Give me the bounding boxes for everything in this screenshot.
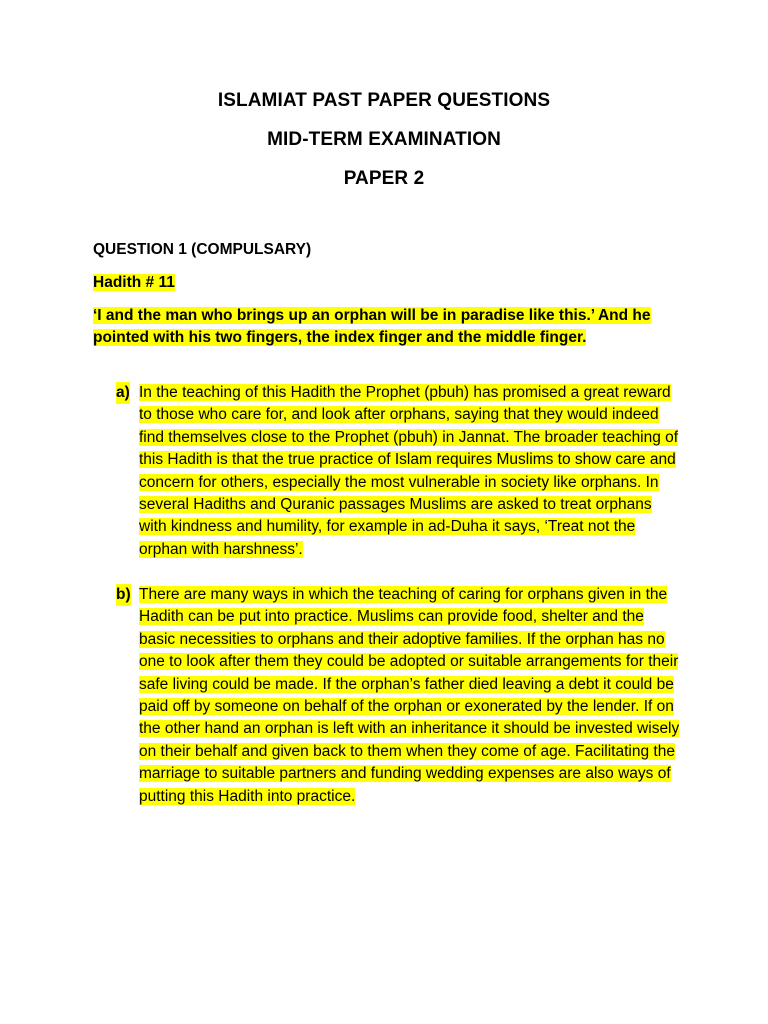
answer-a-text: In the teaching of this Hadith the Prophet (pbuh) has promised a great reward to those who care for, and look after orphans, saying that they would indeed find themselves close to the Prophet (pbuh) in Jannat. The broader teaching of this Hadith is that the true practice of Islam requires Muslims to show care and concern for others, especially the most vulnerable in society like orphans. In several Hadiths and Quranic passages Muslims are asked to treat orphans with kindness and humility, for example in ad-Duha it says, ‘Treat not the orphan with harshness’. bbox=[139, 384, 679, 558]
answer-b-text: There are many ways in which the teaching of caring for orphans given in the Hadith can be put into practice. Muslims can provide food, shelter and the basic necessities to orphans and their adoptive families. If the orphan has no one to look after them they could be adopted or suitable arrangements for their safe living could be made. If the orphan’s father died leaving a debt it could be paid off by someone on behalf of the orphan or exonerated by the lender. If on the other hand an orphan is left with an inheritance it should be invested wisely on their behalf and given back to them when they come of age. Facilitating the marriage to suitable partners and funding wedding expenses are also ways of putting this Hadith into practice. bbox=[139, 586, 680, 805]
question-heading: QUESTION 1 (COMPULSARY) bbox=[93, 241, 312, 258]
hadith-number-text: Hadith # 11 bbox=[93, 274, 175, 291]
answer-a-marker: a) bbox=[116, 382, 130, 404]
paper-number: PAPER 2 bbox=[343, 168, 425, 189]
exam-subtitle: MID-TERM EXAMINATION bbox=[267, 129, 501, 150]
document-title: ISLAMIAT PAST PAPER QUESTIONS bbox=[217, 90, 551, 111]
hadith-quote-text: ‘I and the man who brings up an orphan will be in paradise like this.’ And he pointed with his two fingers, the index finger and the middle finger. bbox=[93, 307, 651, 347]
hadith-number bbox=[93, 273, 175, 293]
answer-b bbox=[116, 584, 681, 808]
answer-b-marker: b) bbox=[116, 584, 131, 606]
hadith-quote bbox=[93, 305, 663, 350]
answer-a bbox=[116, 382, 681, 561]
